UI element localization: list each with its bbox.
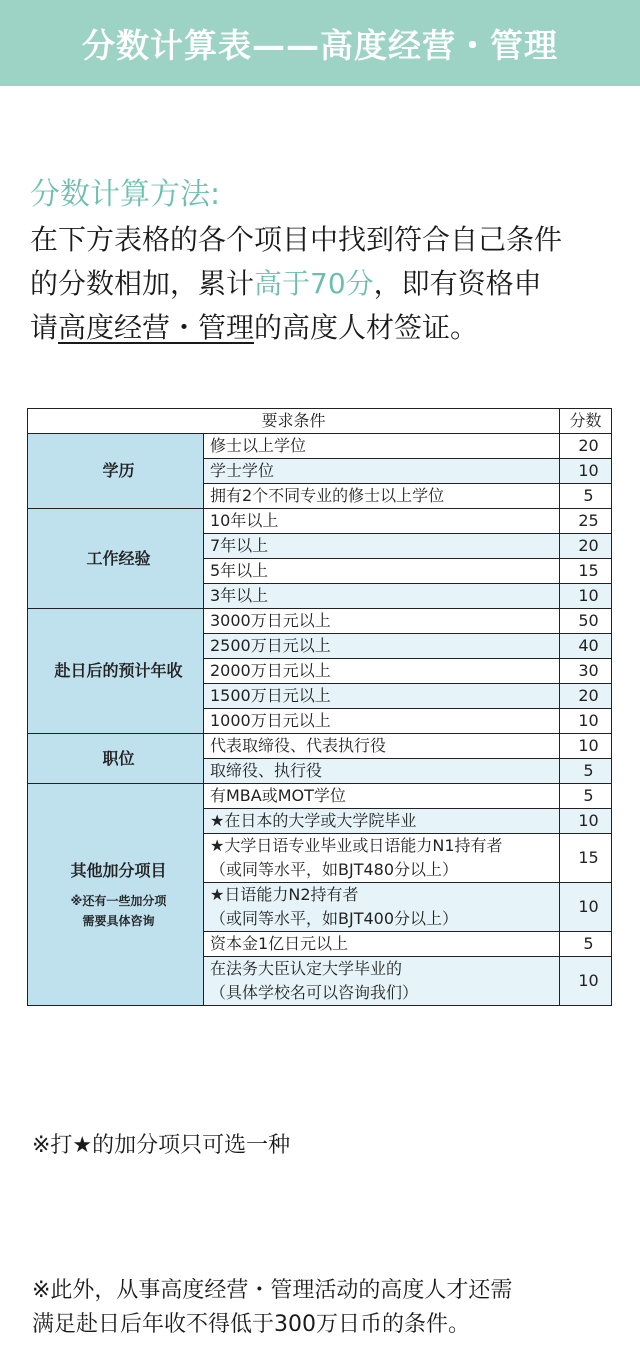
header-condition: 要求条件 — [28, 409, 560, 434]
method-line-2b: ，即有资格申 — [373, 267, 542, 300]
method-body — [30, 218, 620, 350]
table-row — [28, 609, 612, 634]
method-line-2a: 的分数相加，累计 — [30, 267, 255, 300]
item-points: 40 — [560, 634, 612, 659]
income-requirement-note — [32, 1274, 622, 1342]
income-note-line-1: ※此外，从事高度经营・管理活动的高度人才还需 — [32, 1278, 513, 1303]
category-note-line-1: ※还有一些加分项 — [70, 893, 167, 908]
threshold-highlight: 高于70分 — [254, 267, 374, 300]
item-line-1: ★日语能力N2持有者 — [210, 885, 359, 904]
star-note: ※打★的加分项只可选一种 — [32, 1133, 291, 1158]
item-points: 10 — [560, 734, 612, 759]
item-text — [204, 834, 560, 883]
category-education: 学历 — [28, 434, 204, 509]
item-text: 1500万日元以上 — [204, 684, 560, 709]
item-points: 10 — [560, 957, 612, 1006]
item-points: 20 — [560, 684, 612, 709]
category-expected-income: 赴日后的预计年收 — [28, 609, 204, 734]
category-other-bonus — [28, 784, 204, 1006]
item-text: 2000万日元以上 — [204, 659, 560, 684]
item-text: 修士以上学位 — [204, 434, 560, 459]
item-points: 10 — [560, 459, 612, 484]
item-points: 30 — [560, 659, 612, 684]
category-other-note — [34, 891, 203, 931]
item-text: 3000万日元以上 — [204, 609, 560, 634]
item-text: 拥有2个不同专业的修士以上学位 — [204, 484, 560, 509]
table-row — [28, 784, 612, 809]
item-points: 10 — [560, 809, 612, 834]
item-text: 学士学位 — [204, 459, 560, 484]
item-points: 25 — [560, 509, 612, 534]
item-text: 1000万日元以上 — [204, 709, 560, 734]
category-position: 职位 — [28, 734, 204, 784]
item-text: 3年以上 — [204, 584, 560, 609]
category-work-experience: 工作经验 — [28, 509, 204, 609]
item-line-1: 在法务大臣认定大学毕业的 — [210, 959, 403, 978]
item-points: 50 — [560, 609, 612, 634]
table-header-row — [28, 409, 612, 434]
item-text — [204, 883, 560, 932]
title-banner — [0, 0, 640, 86]
item-text: ★在日本的大学或大学院毕业 — [204, 809, 560, 834]
item-points: 5 — [560, 932, 612, 957]
item-line-2: （或同等水平，如BJT480分以上） — [210, 860, 459, 879]
item-text: 5年以上 — [204, 559, 560, 584]
item-points: 10 — [560, 883, 612, 932]
item-points: 10 — [560, 584, 612, 609]
calculation-method — [30, 172, 620, 350]
item-text: 资本金1亿日元以上 — [204, 932, 560, 957]
score-table — [27, 408, 612, 1006]
category-note-line-2: 需要具体咨询 — [82, 913, 155, 928]
table-row — [28, 434, 612, 459]
item-text: 2500万日元以上 — [204, 634, 560, 659]
item-points: 10 — [560, 709, 612, 734]
item-text — [204, 957, 560, 1006]
item-points: 20 — [560, 434, 612, 459]
visa-type-underline: 高度经营・管理 — [58, 311, 255, 344]
item-text: 10年以上 — [204, 509, 560, 534]
page-title: 分数计算表——高度经营・管理 — [82, 25, 558, 65]
table-row — [28, 734, 612, 759]
item-text: 取缔役、执行役 — [204, 759, 560, 784]
item-points: 15 — [560, 559, 612, 584]
item-points: 15 — [560, 834, 612, 883]
method-heading: 分数计算方法: — [30, 177, 221, 212]
category-other-label: 其他加分项目 — [70, 860, 167, 880]
item-text: 代表取缔役、代表执行役 — [204, 734, 560, 759]
income-note-line-2: 满足赴日后年收不得低于300万日币的条件。 — [32, 1312, 470, 1337]
item-points: 5 — [560, 759, 612, 784]
item-line-2: （或同等水平，如BJT400分以上） — [210, 909, 459, 928]
method-line-3b: 的高度人材签证。 — [254, 311, 479, 344]
header-points: 分数 — [560, 409, 612, 434]
table-row — [28, 509, 612, 534]
item-points: 5 — [560, 484, 612, 509]
method-line-3a: 请 — [30, 311, 59, 344]
method-line-1: 在下方表格的各个项目中找到符合自己条件 — [30, 223, 563, 256]
item-text: 7年以上 — [204, 534, 560, 559]
item-points: 5 — [560, 784, 612, 809]
item-line-2: （具体学校名可以咨询我们） — [210, 983, 419, 1002]
item-text: 有MBA或MOT学位 — [204, 784, 560, 809]
item-points: 20 — [560, 534, 612, 559]
item-line-1: ★大学日语专业毕业或日语能力N1持有者 — [210, 836, 503, 855]
